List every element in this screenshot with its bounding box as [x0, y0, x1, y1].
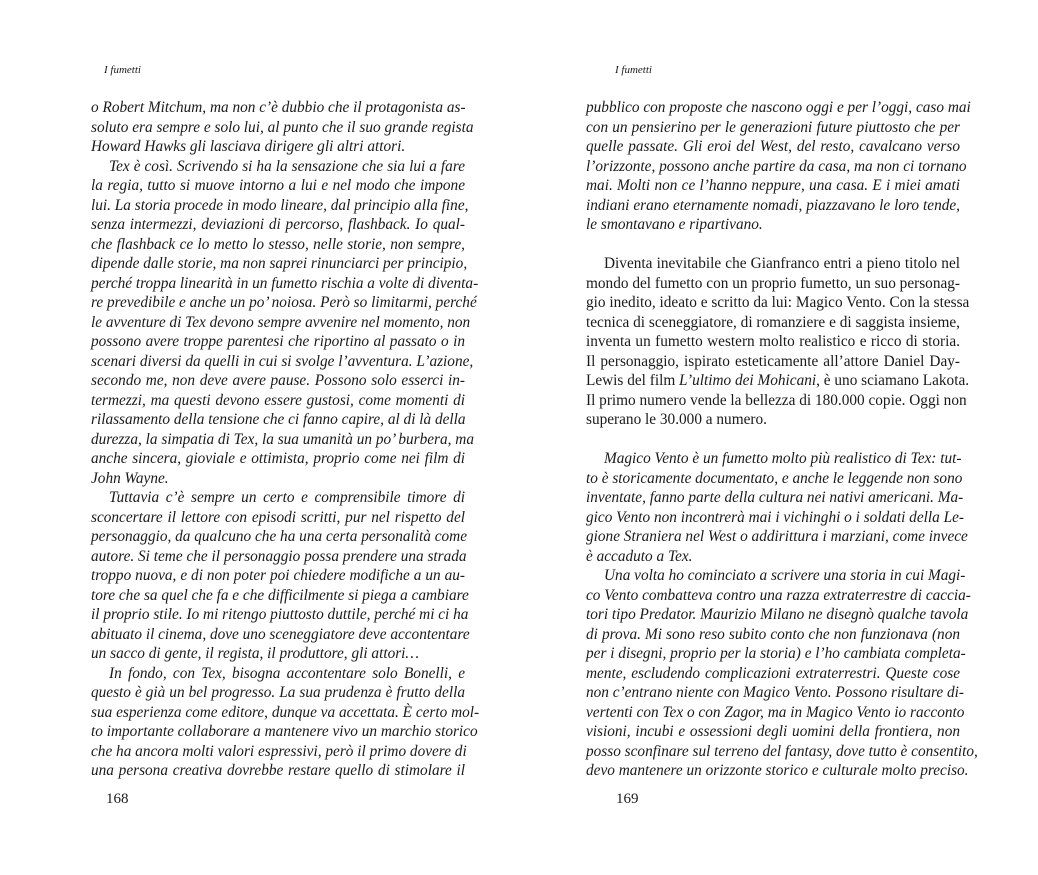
paragraph-gap [586, 430, 960, 450]
text-line: vertenti con Tex o con Zagor, ma in Magico Vento io racconto [586, 703, 965, 721]
text-line: anche sincera, gioviale e ottimista, proprio come nei film di [91, 450, 465, 467]
text-line: superano le 30.000 a numero. [586, 411, 767, 428]
text-line: il proprio stile. Io mi ritengo piuttosto duttile, perché mi ci ha [91, 606, 469, 623]
text-line: lui. La storia procede in modo lineare, dal principio alla fine, [91, 196, 469, 214]
text-line: tori tipo Predator. Maurizio Milano ne disegnò qualche tavola [586, 606, 969, 623]
text-line: dipende dalle storie, ma non saprei rinunciarci per principio, [91, 255, 468, 272]
text-line: mai. Molti non ce l’hanno neppure, una casa. E i miei amati [586, 177, 960, 194]
text-line: autore. Si teme che il personaggio possa prendere una strada [91, 547, 467, 565]
text-line: termezzi, ma questi devono essere gustosi, come momenti di [91, 391, 465, 409]
text-line: Il primo numero vende la bellezza di 180.000 copie. Oggi non [586, 391, 967, 409]
text-line: l’orizzonte, possono anche partire da casa, ma non ci tornano [586, 157, 967, 175]
text-line: sconcertare il lettore con episodi scritti, pur nel rispetto del [91, 508, 465, 526]
running-head: I fumetti [615, 64, 652, 76]
text-line: gione Straniera nel West o addirittura i marziani, come invece [586, 528, 968, 545]
text-line: sua esperienza come editore, dunque va accettata. È certo mol- [91, 703, 480, 721]
text-line: inventate, fanno parte della cultura nei nativi americani. Ma- [586, 489, 964, 506]
text-line: gio inedito, ideato e scritto da lui: Magico Vento. Con la stessa [586, 294, 970, 311]
film-title: L’ultimo dei Mohicani [679, 372, 817, 389]
text-line: senza intermezzi, deviazioni di percorso, flashback. Io qual- [91, 216, 465, 233]
page-number: 168 [106, 791, 129, 807]
text-line: personaggio, da qualcuno che ha una certa personalità come [91, 528, 467, 545]
body-text [586, 98, 978, 781]
text-line: Magico Vento è un fumetto molto più realistico di Tex: tut- [604, 450, 962, 467]
text-line: gico Vento non incontrerà mai i vichinghi o i soldati della Le- [586, 508, 964, 526]
text-line: durezza, la simpatia di Tex, la sua umanità un po’ burbera, ma [91, 430, 475, 448]
text-line: mondo del fumetto con un proprio fumetto, un suo personag- [586, 274, 960, 292]
text-line: Tex è così. Scrivendo si ha la sensazione che sia lui a fare [109, 157, 465, 175]
text-line: Lewis del film L’ultimo dei Mohicani, è uno sciamano Lakota. [586, 372, 970, 389]
text-line: le smontavano e ripartivano. [586, 216, 763, 233]
right-page [519, 0, 1038, 875]
text-line: soluto era sempre e solo lui, al punto che il suo grande regista [91, 118, 474, 136]
text-line: o Robert Mitchum, ma non c’è dubbio che il protagonista as- [91, 99, 466, 116]
text-line: la regia, tutto si muove intorno a lui e nel modo che impone [91, 177, 465, 194]
paragraph-gap [586, 235, 960, 255]
text-line: rilassamento della tensione che ci fanno capire, al di là della [91, 411, 466, 428]
text-line: devo mantenere un orizzonte storico e culturale molto preciso. [586, 762, 969, 779]
text-line: un sacco di gente, il regista, il produttore, gli attori… [91, 645, 420, 662]
text-line: Il personaggio, ispirato esteticamente all’attore Daniel Day- [586, 352, 960, 370]
text-line: quelle passate. Gli eroi del West, del resto, cavalcano verso [586, 138, 960, 155]
text-line: Una volta ho cominciato a scrivere una storia in cui Magi- [604, 567, 966, 584]
text-line: Diventa inevitabile che Gianfranco entri a pieno titolo nel [604, 255, 960, 272]
text-line: scenari diversi da quelli in cui si svolge l’avventura. L’azione, [91, 352, 474, 370]
text-line: con un pensierino per le generazioni future piuttosto che per [586, 118, 960, 136]
text-line: secondo me, non deve avere pause. Possono solo esserci in- [91, 372, 465, 389]
text-line: perché troppa linearità in un fumetto rischia a volte di diventa- [91, 274, 479, 292]
text-line: re prevedibile e anche un po’ noiosa. Però so limitarmi, perché [91, 294, 477, 311]
text-line: per i disegni, proprio per la storia) e l’ho cambiata completa- [586, 645, 966, 662]
text-line: to importante collaborare a mantenere vivo un marchio storico [91, 723, 478, 740]
text-line: John Wayne. [91, 469, 169, 487]
text-line: In fondo, con Tex, bisogna accontentare solo Bonelli, e [109, 664, 465, 682]
text-line: posso sconfinare sul terreno del fantasy, dove tutto è consentito, [586, 742, 978, 760]
text-line: di prova. Mi sono reso subito conto che non funzionava (non [586, 625, 960, 643]
text-line: è accaduto a Tex. [586, 547, 693, 565]
text-line: le avventure di Tex devono sempre avvenire nel momento, non [91, 313, 471, 331]
text-line: Howard Hawks gli lasciava dirigere gli altri attori. [91, 138, 406, 155]
text-line: tecnica di sceneggiatore, di romanziere e di saggista insieme, [586, 313, 960, 331]
text-line: inventa un fumetto western molto realistico e ricco di storia. [586, 333, 960, 350]
text-line: troppo nuova, e di non poter poi chiedere modifiche a un au- [91, 567, 465, 584]
text-line: questo è già un bel progresso. La sua prudenza è frutto della [91, 684, 465, 701]
text-line: non c’entrano niente con Magico Vento. Possono risultare di- [586, 684, 964, 701]
text-line: pubblico con proposte che nascono oggi e per l’oggi, caso mai [586, 99, 971, 116]
text-line: una persona creativa dovrebbe restare quello di stimolare il [91, 762, 465, 779]
text-line: Tuttavia c’è sempre un certo e comprensibile timore di [109, 489, 465, 506]
text-line: to è storicamente documentato, e anche le leggende non sono [586, 469, 963, 487]
text-line: indiani erano eternamente nomadi, piazzavano le loro tende, [586, 196, 960, 214]
text-line: che flashback ce lo metto lo stesso, nelle storie, non sempre, [91, 235, 465, 253]
text-line: che ha ancora molti valori espressivi, però il primo dovere di [91, 742, 467, 760]
body-text [91, 98, 480, 781]
page-number: 169 [616, 791, 639, 807]
text-line: co Vento combatteva contro una razza extraterrestre di caccia- [586, 586, 971, 604]
text-line: possono avere troppe parentesi che riportino al passato o in [91, 333, 465, 350]
text-line: mente, escludendo complicazioni extraterrestri. Queste cose [586, 664, 960, 682]
text-line: abituato il cinema, dove uno sceneggiatore deve accontentare [91, 625, 470, 643]
text-line: tore che sa quel che fa e che difficilmente si piega a cambiare [91, 586, 469, 604]
text-line: visioni, incubi e ossessioni degli uomini della frontiera, non [586, 723, 960, 740]
running-head: I fumetti [104, 64, 141, 76]
